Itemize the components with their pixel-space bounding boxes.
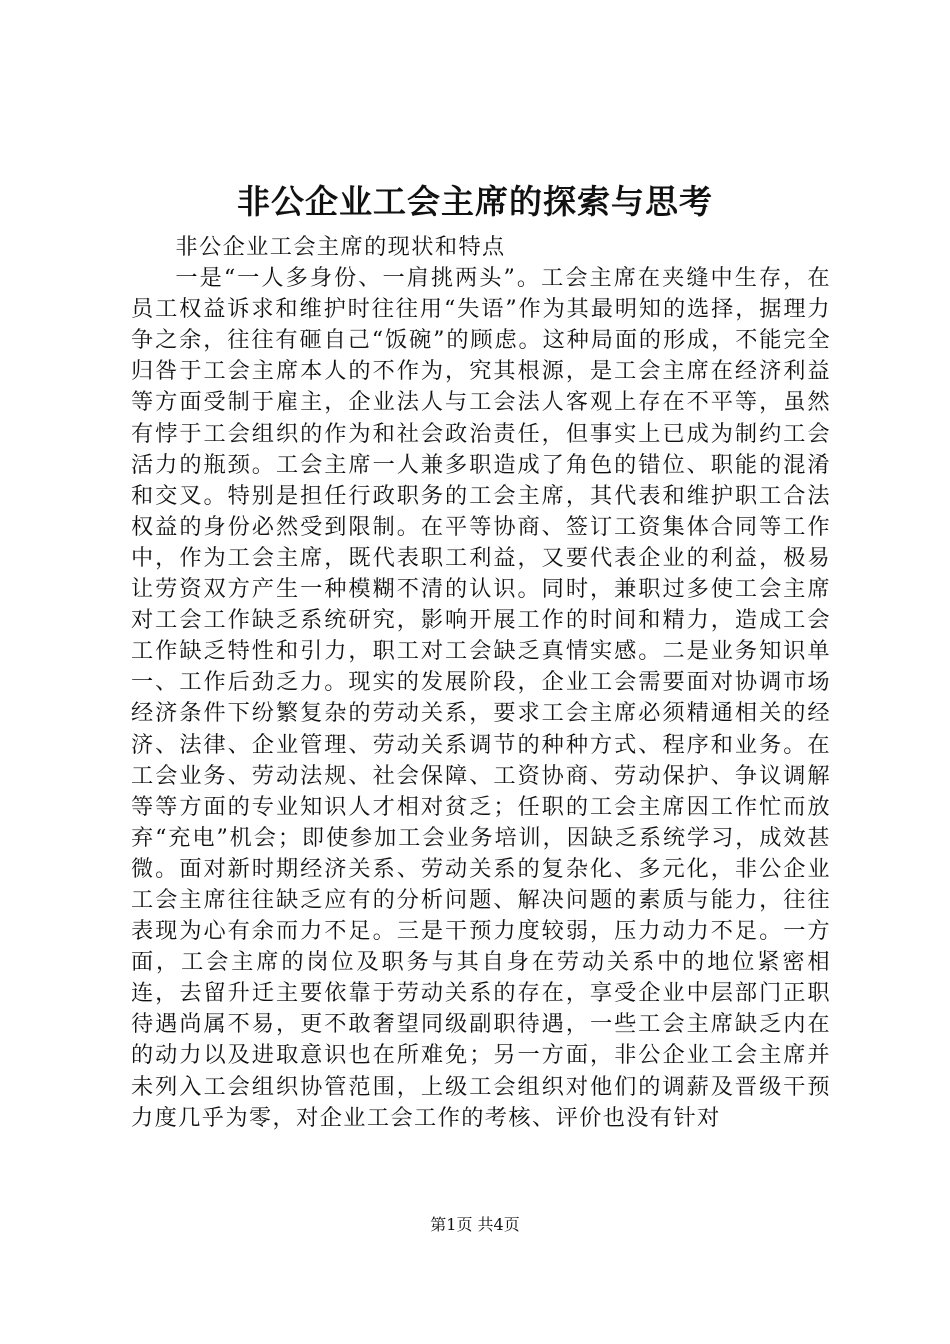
page-number-footer: 第1页 共4页 bbox=[430, 1215, 520, 1234]
document-title: 非公企业工会主席的探索与思考 bbox=[237, 182, 713, 221]
document-body bbox=[131, 232, 831, 1134]
section-subheading: 非公企业工会主席的现状和特点 bbox=[175, 234, 506, 260]
body-paragraph: 一是“一人多身份、一肩挑两头”。工会主席在夹缝中生存，在员工权益诉求和维护时往往用“失语”作为其最明知的选择，据理力争之余，往往有砸自己“饭碗”的顾虑。这种局面的形成，不能完全归咎于工会主席本人的不作为，究其根源，是工会主席在经济利益等方面受制于雇主，企业法人与工会法人客观上存在不平等，虽然有悖于工会组织的作为和社会政治责任，但事实上已成为制约工会活力的瓶颈。工会主席一人兼多职造成了角色的错位、职能的混淆和交叉。特别是担任行政职务的工会主席，其代表和维护职工合法权益的身份必然受到限制。在平等协商、签订工资集体合同等工作中，作为工会主席，既代表职工利益，又要代表企业的利益，极易让劳资双方产生一种模糊不清的认识。同时，兼职过多使工会主席对工会工作缺乏系统研究，影响开展工作的时间和精力，造成工会工作缺乏特性和引力，职工对工会缺乏真情实感。二是业务知识单一、工作后劲乏力。现实的发展阶段，企业工会需要面对协调市场经济条件下纷繁复杂的劳动关系，要求工会主席必须精通相关的经济、法律、企业管理、劳动关系调节的种种方式、程序和业务。在工会业务、劳动法规、社会保障、工资协商、劳动保护、争议调解等等方面的专业知识人才相对贫乏；任职的工会主席因工作忙而放弃“充电”机会；即使参加工会业务培训，因缺乏系统学习，成效甚微。面对新时期经济关系、劳动关系的复杂化、多元化，非公企业工会主席往往缺乏应有的分析问题、解决问题的素质与能力，往往表现为心有余而力不足。三是干预力度较弱，压力动力不足。一方面，工会主席的岗位及职务与其自身在劳动关系中的地位紧密相连，去留升迁主要依靠于劳动关系的存在，享受企业中层部门正职待遇尚属不易，更不敢奢望同级副职待遇，一些工会主席缺乏内在的动力以及进取意识也在所难免；另一方面，非公企业工会主席并未列入工会组织协管范围，上级工会组织对他们的调薪及晋级干预力度几乎为零，对企业工会工作的考核、评价也没有针对 bbox=[131, 265, 831, 1131]
